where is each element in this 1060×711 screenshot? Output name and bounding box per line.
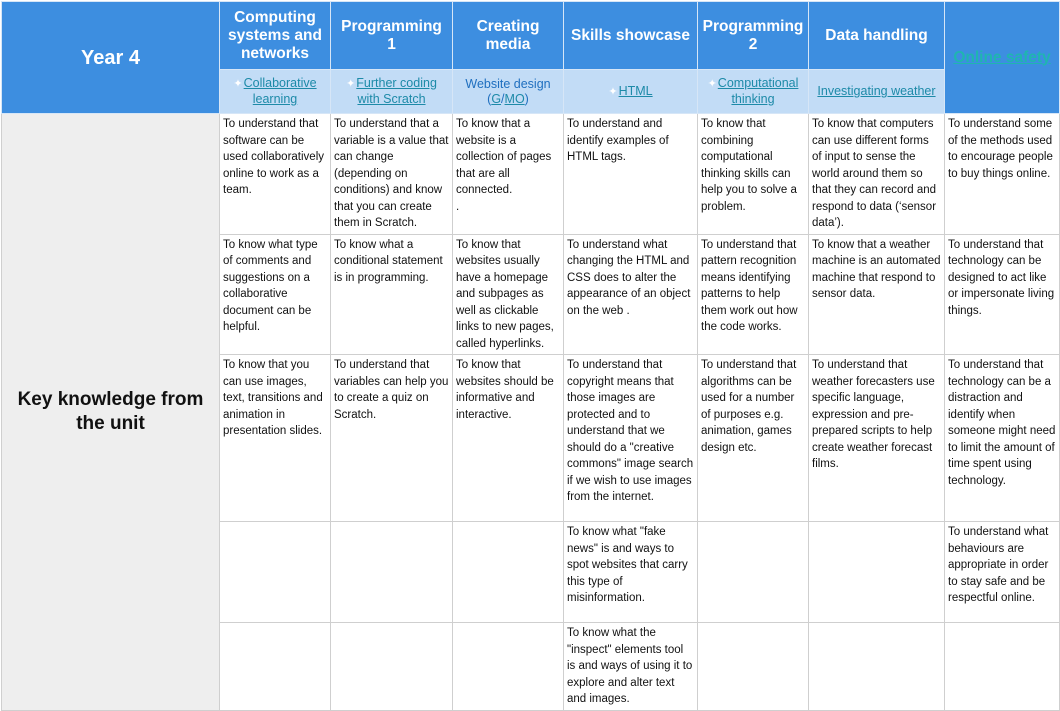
table-cell: To understand what changing the HTML and CSS does to alter the appearance of an object on the web . [564, 234, 698, 355]
table-cell: To know what "fake news" is and ways to spot websites that carry this type of misinformation. [564, 522, 698, 623]
sparkle-icon: ✦ [608, 85, 618, 98]
col-title-creating-media: Creating media [453, 2, 564, 70]
table-cell: To know that combining computational thinking skills can help you to solve a problem. [698, 114, 809, 235]
table-cell [698, 623, 809, 711]
table-cell [945, 623, 1060, 711]
table-cell [809, 623, 945, 711]
table-cell: To know that you can use images, text, transitions and animation in presentation slides. [220, 355, 331, 522]
table-row [2, 114, 1060, 235]
unit-link-computational-thinking[interactable]: ✦Computational thinking [698, 70, 809, 114]
unit-link-further-coding[interactable]: ✦Further coding with Scratch [331, 70, 453, 114]
table-cell [331, 623, 453, 711]
table-cell: To know what the "inspect" elements tool is and ways of using it to explore and alter text and images. [564, 623, 698, 711]
unit-link-mo[interactable]: MO [504, 91, 525, 106]
unit-link-collaborative-learning[interactable]: ✦Collaborative learning [220, 70, 331, 114]
table-cell [453, 623, 564, 711]
table-cell: To understand that weather forecasters use specific language, expression and pre-prepared scripts to help create weather forecast films. [809, 355, 945, 522]
table-cell: To understand that pattern recognition means identifying patterns to help them work out how the code works. [698, 234, 809, 355]
table-cell: To know what a conditional statement is in programming. [331, 234, 453, 355]
table-cell [809, 522, 945, 623]
table-cell: To understand that technology can be designed to act like or impersonate living things. [945, 234, 1060, 355]
row-label-key-knowledge: Key knowledge from the unit [2, 114, 220, 711]
table-cell: To understand that software can be used collaboratively online to work as a team. [220, 114, 331, 235]
table-cell [220, 623, 331, 711]
table-cell: To understand and identify examples of HTML tags. [564, 114, 698, 235]
table-cell: To understand that a variable is a value that can change (depending on conditions) and know that you can create them in Scratch. [331, 114, 453, 235]
table-cell [453, 522, 564, 623]
sparkle-icon: ✦ [233, 78, 243, 90]
col-title-skills-showcase: Skills showcase [564, 2, 698, 70]
table-cell: To understand that copyright means that those images are protected and to understand that we should do a "creative commons" image search if we wish to use images from the internet. [564, 355, 698, 522]
table-cell: To know that websites should be informative and interactive. [453, 355, 564, 522]
table-cell: To know that a website is a collection of pages that are all connected. . [453, 114, 564, 235]
col-title-computing-systems: Computing systems and networks [220, 2, 331, 70]
table-cell: To understand that technology can be a distraction and identify when someone might need to limit the amount of time spent using technology. [945, 355, 1060, 522]
header-row [2, 2, 1060, 70]
table-cell: To know that websites usually have a homepage and subpages as well as clickable links to new pages, called hyperlinks. [453, 234, 564, 355]
table-cell: To understand that algorithms can be used for a number of purposes e.g. animation, games design etc. [698, 355, 809, 522]
col-title-programming-1: Programming 1 [331, 2, 453, 70]
table-cell [698, 522, 809, 623]
year-title: Year 4 [2, 2, 220, 114]
table-cell [331, 522, 453, 623]
table-cell: To know that a weather machine is an automated machine that respond to sensor data. [809, 234, 945, 355]
table-cell: To know what type of comments and suggestions on a collaborative document can be helpful. [220, 234, 331, 355]
sparkle-icon: ✦ [346, 78, 356, 90]
unit-link-html[interactable]: ✦HTML [564, 70, 698, 114]
sparkle-icon: ✦ [707, 78, 717, 90]
table-cell: To know that computers can use different forms of input to sense the world around them so that they can record and respond to data (‘sensor data’). [809, 114, 945, 235]
col-title-programming-2: Programming 2 [698, 2, 809, 70]
table-cell: To understand that variables can help you to create a quiz on Scratch. [331, 355, 453, 522]
unit-link-g[interactable]: G [491, 91, 502, 106]
col-title-data-handling: Data handling [809, 2, 945, 70]
col-title-online-safety-link[interactable]: Online safety [945, 2, 1060, 114]
curriculum-table [1, 1, 1060, 711]
table-cell [220, 522, 331, 623]
unit-link-investigating-weather[interactable]: Investigating weather [809, 70, 945, 114]
table-cell: To understand what behaviours are appropriate in order to stay safe and be respectful online. [945, 522, 1060, 623]
table-cell: To understand some of the methods used to encourage people to buy things online. [945, 114, 1060, 235]
unit-website-design: Website design (G/MO) [453, 70, 564, 114]
